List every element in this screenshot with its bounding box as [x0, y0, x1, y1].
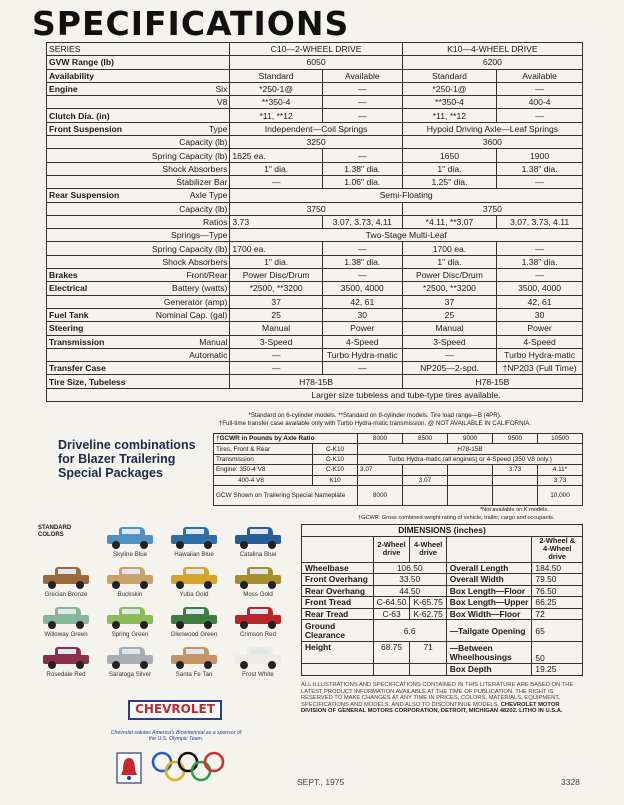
gcwr-tires-row: Tires, Front & Rear C-K10 H78-15B	[214, 444, 583, 454]
blazer-icon	[105, 567, 155, 589]
color-swatch	[230, 647, 286, 678]
olympic-ring	[205, 753, 223, 771]
blazer-icon	[233, 567, 283, 589]
color-name: Willoway Green	[44, 631, 88, 638]
tire-row: Tire Size, Tubeless H78-15B H78-15B	[47, 375, 583, 388]
rear-axle-row: Rear Suspension Axle Type Semi-Floating	[47, 189, 583, 202]
olympic-ring	[153, 753, 171, 771]
driveline-heading: Driveline combinations for Blazer Trailering Special Packages	[58, 438, 196, 480]
transmission-auto-row: Automatic — Turbo Hydra-matic — Turbo Hydra-matic	[47, 348, 583, 361]
rear-spring-row: Spring Capacity (lb) 1700 ea. — 1700 ea. —	[47, 242, 583, 255]
gcwr-transmission-row: Transmission C-K10 Turbo Hydra-matic (all engines) or 4-Speed (350 V8 only.)	[214, 454, 583, 464]
olympic-ring	[166, 762, 184, 780]
k10-header: K10—4-WHEEL DRIVE	[402, 43, 582, 56]
blazer-icon	[169, 527, 219, 549]
olympic-ring	[192, 762, 210, 780]
gcwr-table	[213, 433, 583, 506]
gcwr-note-1: *Not available on K models.	[480, 507, 549, 513]
page-title: SPECIFICATIONS	[32, 4, 350, 43]
specifications-table	[46, 42, 583, 402]
standard-colors-heading: STANDARD COLORS	[38, 525, 72, 538]
dimensions-table	[301, 524, 583, 676]
color-swatch	[38, 567, 94, 598]
blazer-icon	[105, 527, 155, 549]
dimension-row: Ground Clearance 6.6 —Tailgate Opening 65	[302, 620, 583, 642]
color-swatch	[166, 607, 222, 638]
gcwr-note-2: †GCWR: Gross combined weight rating of vehicle, trailer, cargo and occupants.	[358, 515, 555, 521]
availability-row: Availability Standard Available Standard Available	[47, 69, 583, 82]
stabilizer-row: Stabilizer Bar — 1.06" dia. 1.25" dia. —	[47, 175, 583, 188]
rear-shock-row: Shock Absorbers 1" dia. 1.38" dia. 1" dia. 1.38" dia.	[47, 255, 583, 268]
blazer-icon	[233, 647, 283, 669]
color-name: Santa Fe Tan	[175, 671, 213, 678]
dimensions-header-row: 2-Wheel drive 4-Wheel drive 2-Wheel & 4-Wheel drive	[302, 536, 583, 562]
publication-date: SEPT., 1975	[297, 777, 345, 787]
blazer-icon	[41, 607, 91, 629]
engine-v8-row: V8 **350-4 — **350-4 400-4	[47, 96, 583, 109]
chevrolet-logo: CHEVROLET	[128, 700, 222, 720]
c10-header: C10—2-WHEEL DRIVE	[230, 43, 402, 56]
blazer-icon	[41, 567, 91, 589]
gcwr-nameplate-row: GCW Shown on Trailering Special Nameplate 8000 10,000	[214, 485, 583, 505]
color-name: Spring Green	[111, 631, 149, 638]
bicentennial-tagline: Chevrolet salutes America's Bicentennial as a sponsor of the U.S. Olympic Team.	[110, 730, 242, 742]
color-swatch	[102, 527, 158, 558]
brakes-row: Brakes Front/Rear Power Disc/Drum — Power Disc/Drum —	[47, 269, 583, 282]
color-name: Crimson Red	[239, 631, 277, 638]
fuel-tank-row: Fuel Tank Nominal Cap. (gal) 25 30 25 30	[47, 308, 583, 321]
color-swatch	[230, 607, 286, 638]
color-swatch	[230, 527, 286, 558]
engine-six-row: Engine Six *250-1@ — *250-1@ —	[47, 82, 583, 95]
color-name: Catalina Blue	[239, 551, 277, 558]
blazer-icon	[169, 607, 219, 629]
legal-disclaimer: ALL ILLUSTRATIONS AND SPECIFICATIONS CONTAINED IN THIS LITERATURE ARE BASED ON THE LATEST PRODUCT INFORMATION AVAILABLE AT THE TIME OF PUBLICATION. THE RIGHT IS RESERVED TO MAKE CHANGES AT ANY TIME IN PRICES, COLORS, MATERIALS, EQUIPMENT, SPECIFICATIONS AND MODELS, AND ALSO TO DISCONTINUE MODELS. CHEVROLET MOTOR DIVISION OF GENERAL MOTORS CORPORATION, DETROIT, MICHIGAN 48202. LITHO IN U.S.A.	[301, 682, 574, 715]
color-name: Grecian Bronze	[44, 591, 88, 598]
color-swatch	[166, 567, 222, 598]
olympic-ring	[179, 753, 197, 771]
color-name: Yuba Gold	[179, 591, 209, 598]
color-swatch	[102, 607, 158, 638]
front-capacity-row: Capacity (lb) 3250 3600	[47, 136, 583, 149]
color-name: Skyline Blue	[112, 551, 148, 558]
gcwr-engine350-row: Engine: 350-4 V8 C-K10 3.07 3.73 4.11*	[214, 465, 583, 475]
dimension-row: Wheelbase 106.50 Overall Length 184.50	[302, 562, 583, 574]
dimensions-title-row: DIMENSIONS (inches)	[302, 525, 583, 537]
color-name: Hawaiian Blue	[174, 551, 214, 558]
gcwr-engine400-row: 400-4 V8 K10 3.07 3.73	[214, 475, 583, 485]
olympic-rings-icon	[148, 750, 228, 784]
spec-footnotes: *Standard on 6-cylinder models. **Standard on 8-cylinder models. Tire load range—B (4PR). †Full-time transfer case available only with Turbo Hydra-matic transmission. @ NOT AVAILABLE IN CALIFORNIA.	[218, 412, 532, 427]
gvw-row: GVW Range (lb) 6050 6200	[47, 56, 583, 69]
color-swatch	[102, 567, 158, 598]
color-name: Glenwood Green	[170, 631, 218, 638]
blazer-icon	[41, 647, 91, 669]
front-spring-row: Spring Capacity (lb) 1625 ea. — 1650 1900	[47, 149, 583, 162]
page-number: 3328	[561, 777, 580, 787]
clutch-row: Clutch Dia. (in) *11, **12 — *11, **12 —	[47, 109, 583, 122]
gcwr-header-row: †GCWR in Pounds by Axle Ratio 8000 8500 9000 9500 10500	[214, 434, 583, 444]
liberty-bell-icon	[116, 752, 142, 784]
dimension-row: Rear Overhang 44.50 Box Length—Floor 76.50	[302, 585, 583, 597]
color-swatch	[38, 607, 94, 638]
color-swatch	[102, 647, 158, 678]
dimension-row: Height 68.75 71 —Between Wheelhousings 50	[302, 642, 583, 664]
blazer-icon	[169, 567, 219, 589]
ratios-row: Ratios 3.73 3.07, 3.73, 4.11 *4.11, **3.07 3.07, 3.73, 4.11	[47, 215, 583, 228]
blazer-icon	[169, 647, 219, 669]
tire-note-row: Larger size tubeless and tube-type tires available.	[47, 388, 583, 401]
front-suspension-type-row: Front Suspension Type Independent—Coil Springs Hypoid Driving Axle—Leaf Springs	[47, 122, 583, 135]
color-swatch	[166, 647, 222, 678]
front-shock-row: Shock Absorbers 1" dia. 1.38" dia. 1" dia. 1.38" dia.	[47, 162, 583, 175]
color-swatch	[230, 567, 286, 598]
series-row: SERIES C10—2-WHEEL DRIVE K10—4-WHEEL DRIVE	[47, 43, 583, 56]
transfer-case-row: Transfer Case — — NP205—2-spd. †NP203 (Full Time)	[47, 362, 583, 375]
dimension-row: Rear Tread C-63 K-62.75 Box Width—Floor 72	[302, 608, 583, 620]
color-name: Rosedale Red	[46, 671, 86, 678]
color-swatch	[38, 647, 94, 678]
color-name: Buckskin	[117, 591, 143, 598]
springs-type-row: Springs—Type Two-Stage Multi-Leaf	[47, 229, 583, 242]
color-name: Saratoga Silver	[108, 671, 152, 678]
blazer-icon	[105, 607, 155, 629]
blazer-icon	[233, 607, 283, 629]
rear-capacity-row: Capacity (lb) 3750 3750	[47, 202, 583, 215]
blazer-icon	[233, 527, 283, 549]
dimension-row: Box Depth 19.25	[302, 664, 583, 676]
color-name: Frost White	[242, 671, 274, 678]
dimension-row: Front Overhang 33.50 Overall Width 79.50	[302, 574, 583, 586]
steering-row: Steering Manual Power Manual Power	[47, 322, 583, 335]
color-name: Moss Gold	[243, 591, 273, 598]
blazer-icon	[105, 647, 155, 669]
generator-row: Generator (amp) 37 42, 61 37 42, 61	[47, 295, 583, 308]
color-swatch	[166, 527, 222, 558]
dimension-row: Front Tread C-64.50 K-65.75 Box Length—Upper 66.25	[302, 597, 583, 609]
battery-row: Electrical Battery (watts) *2500, **3200 3500, 4000 *2500, **3200 3500, 4000	[47, 282, 583, 295]
transmission-manual-row: Transmission Manual 3-Speed 4-Speed 3-Speed 4-Speed	[47, 335, 583, 348]
